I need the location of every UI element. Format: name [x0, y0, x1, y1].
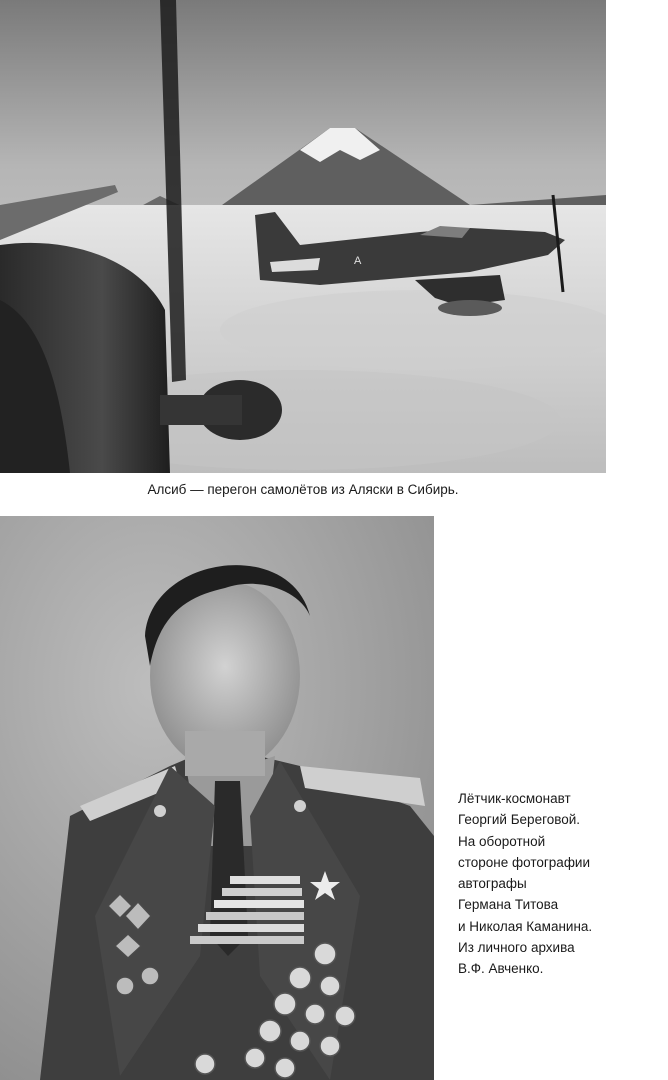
- caption-line: стороне фотографии: [458, 854, 591, 870]
- photo-portrait-beregovoy: [0, 516, 434, 1080]
- caption-alsib: Алсиб — перегон самолётов из Аляски в Сибирь.: [147, 482, 459, 497]
- portrait-illustration: [0, 516, 434, 1080]
- caption-line: Из личного архива: [458, 940, 575, 956]
- caption-line: Лётчик-космонавт: [458, 791, 571, 806]
- caption-line: Георгий Береговой.: [458, 812, 581, 828]
- photo-alsib-aircraft: [0, 0, 606, 473]
- plane-marking: А: [354, 255, 362, 267]
- caption-line: и Николая Каманина.: [458, 918, 593, 934]
- caption-portrait: [458, 788, 663, 980]
- caption-line: На оборотной: [458, 833, 546, 849]
- caption-line: Германа Титова: [458, 897, 559, 913]
- aircraft-photo-illustration: [0, 0, 606, 473]
- caption-line: В.Ф. Авченко.: [458, 961, 544, 977]
- caption-line: автографы: [458, 876, 527, 892]
